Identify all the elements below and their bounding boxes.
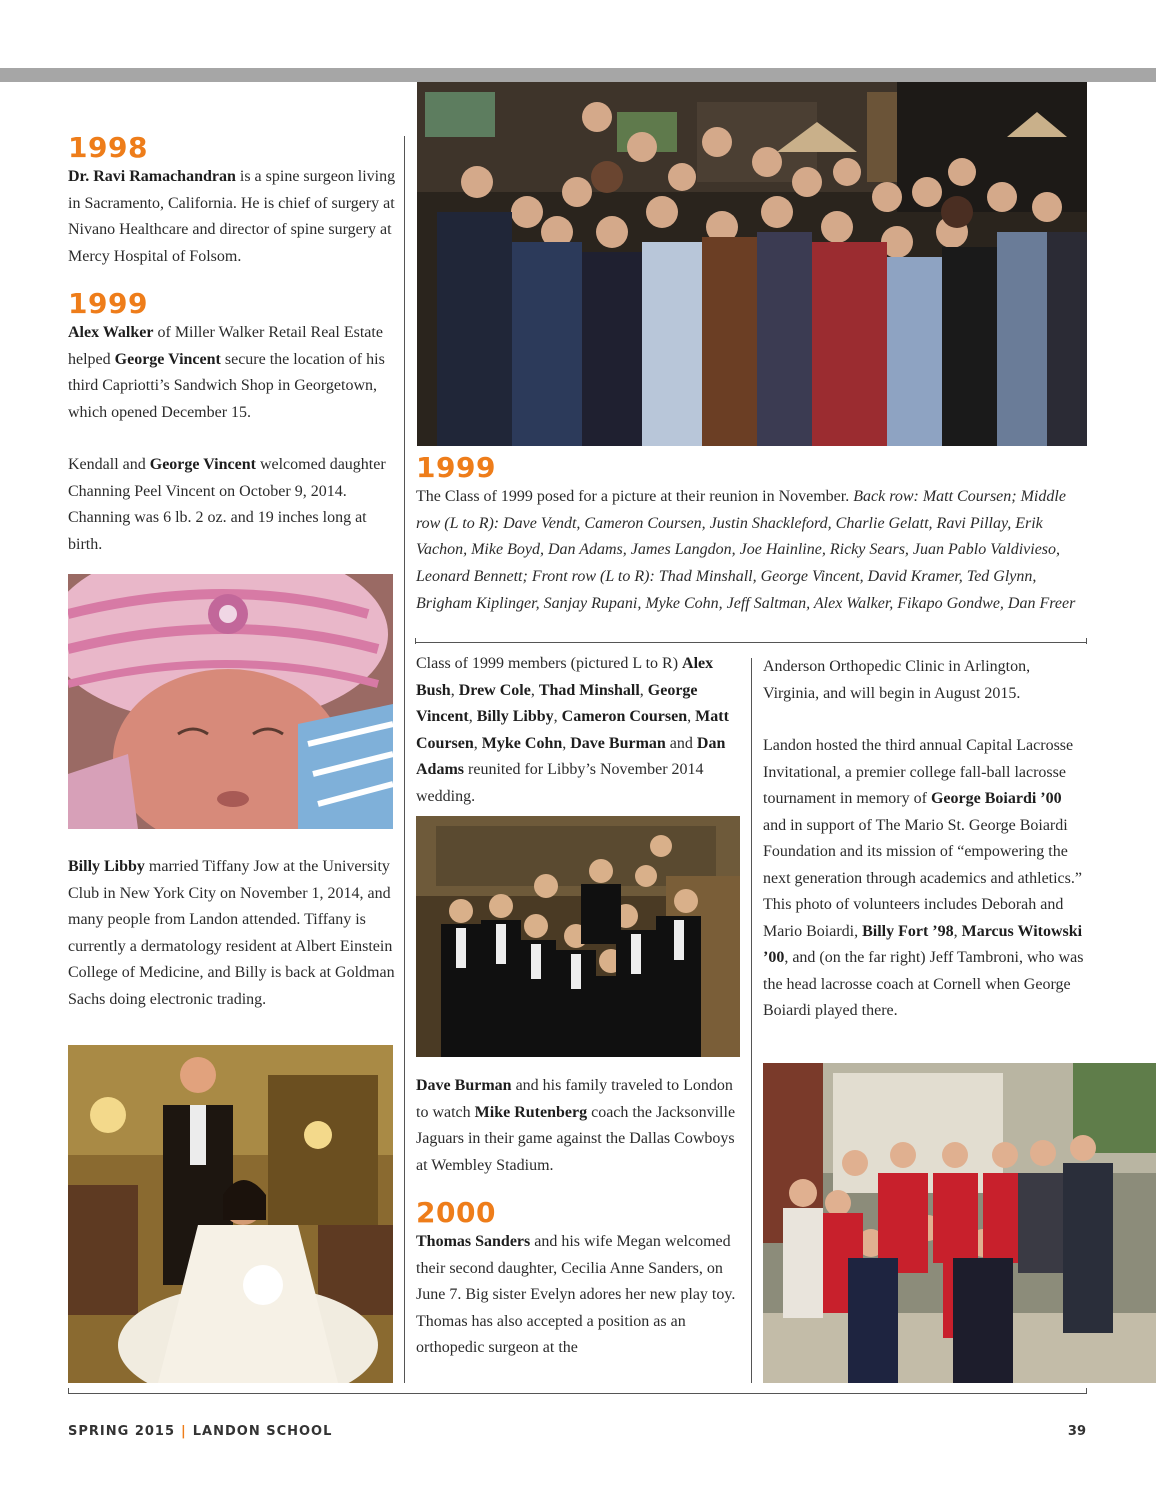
sanders-paragraph: Thomas Sanders and his wife Megan welcomed their second daughter, Cecilia Anne Sanders, on June 7. Big sister Evelyn adores her new play toy. Thomas has also accepted a position as an orthopedic surgeon at the	[416, 1233, 736, 1356]
caption-divider	[415, 642, 1087, 643]
middle-column	[416, 651, 741, 810]
footer-school: LANDON SCHOOL	[192, 1424, 333, 1439]
bottom-divider-tick-right	[1086, 1388, 1087, 1394]
bottom-divider	[68, 1393, 1087, 1394]
top-rule-bar	[0, 68, 1156, 82]
left-column	[68, 132, 398, 558]
lacrosse-volunteers-photo	[763, 1063, 1156, 1383]
ravi-paragraph: Dr. Ravi Ramachandran is a spine surgeon living in Sacramento, California. He is chief of surgery at Nivano Healthcare and director of spine surgery at Mercy Hospital of Folsom.	[68, 168, 396, 265]
libby-paragraph: Billy Libby married Tiffany Jow at the University Club in New York City on November 1, 2014, and many people from Landon attended. Tiffany is currently a dermatology resident at Albert Einstein College of Medicine, and Billy is back at Goldman Sachs doing electronic trading.	[68, 858, 395, 1008]
group-photo-caption	[416, 452, 1088, 618]
caption-divider-tick-right	[1086, 638, 1087, 644]
caption-divider-tick-left	[415, 638, 416, 644]
caption-year-heading: 1999	[416, 451, 496, 484]
bottom-divider-tick-left	[68, 1388, 69, 1394]
footer-separator: |	[181, 1424, 187, 1439]
lacrosse-paragraph: Landon hosted the third annual Capital Lacrosse Invitational, a premier college fall-ball lacrosse tournament in memory of George Boiardi ’00 and in support of The Mario St. George Boiardi Foundation and its mission of “empowering the next generation through academics and athletics.” This photo of volunteers includes Deborah and Mario Boiardi, Billy Fort ’98, Marcus Witowski ’00, and (on the far right) Jeff Tambroni, who was the head lacrosse coach at Cornell when George Boiardi played there.	[763, 737, 1084, 1019]
wedding-photo	[68, 1045, 393, 1383]
year-heading-2000: 2000	[416, 1196, 496, 1229]
groomsmen-photo	[416, 816, 740, 1057]
kendall-paragraph: Kendall and George Vincent welcomed daughter Channing Peel Vincent on October 9, 2014. Channing was 6 lb. 2 oz. and 19 inches long at birth.	[68, 456, 386, 553]
ravi-name: Dr. Ravi Ramachandran	[68, 168, 236, 185]
baby-photo	[68, 574, 393, 829]
burman-paragraph: Dave Burman and his family traveled to London to watch Mike Rutenberg coach the Jacksonville Jaguars in their game against the Dallas Cowboys at Wembley Stadium.	[416, 1077, 736, 1174]
caption-text: The Class of 1999 posed for a picture at their reunion in November. Back row: Matt Coursen; Middle row (L to R): Dave Vendt, Cameron Coursen, Justin Shackleford, Charlie Gelatt, Ravi Pillay, Erik Vachon, Mike Boyd, Dan Adams, James Langdon, Joe Hainline, Ricky Sears, Juan Pablo Valdivieso, Leonard Bennett; Front row (L to R): Thad Minshall, George Vincent, David Kramer, Ted Glynn, Brigham Kiplinger, Sanjay Rupani, Myke Cohn, Jeff Saltman, Alex Walker, Fikapo Gondwe, Dan Freer	[416, 488, 1076, 612]
caption-names: Back row: Matt Coursen; Middle row (L to R): Dave Vendt, Cameron Coursen, Justin Shackleford, Charlie Gelatt, Ravi Pillay, Erik Vachon, Mike Boyd, Dan Adams, James Langdon, Joe Hainline, Ricky Sears, Juan Pablo Valdivieso, Leonard Bennett; Front row (L to R): Thad Minshall, George Vincent, David Kramer, Ted Glynn, Brigham Kiplinger, Sanjay Rupani, Myke Cohn, Jeff Saltman, Alex Walker, Fikapo Gondwe, Dan Freer	[416, 488, 1076, 612]
sanders-continued: Anderson Orthopedic Clinic in Arlington, Virginia, and will begin in August 2015.	[763, 658, 1031, 702]
page-number: 39	[1067, 1424, 1086, 1439]
wedding-reunion-paragraph: Class of 1999 members (pictured L to R) Alex Bush, Drew Cole, Thad Minshall, George Vincent, Billy Libby, Cameron Coursen, Matt Coursen, Myke Cohn, Dave Burman and Dan Adams reunited for Libby’s November 2014 wedding.	[416, 655, 729, 805]
footer	[68, 1424, 332, 1439]
year-heading-1998: 1998	[68, 131, 148, 164]
year-heading-1999: 1999	[68, 287, 148, 320]
middle-column-divider	[751, 658, 752, 1383]
libby-block	[68, 854, 398, 1013]
middle-column-lower	[416, 1073, 741, 1362]
right-column	[763, 654, 1088, 1025]
alex-paragraph: Alex Walker of Miller Walker Retail Real Estate helped George Vincent secure the location of his third Capriotti’s Sandwich Shop in Georgetown, which opened December 15.	[68, 324, 385, 421]
class-1999-reunion-photo	[417, 82, 1087, 446]
left-column-divider	[404, 136, 405, 1383]
footer-season: SPRING 2015	[68, 1424, 175, 1439]
